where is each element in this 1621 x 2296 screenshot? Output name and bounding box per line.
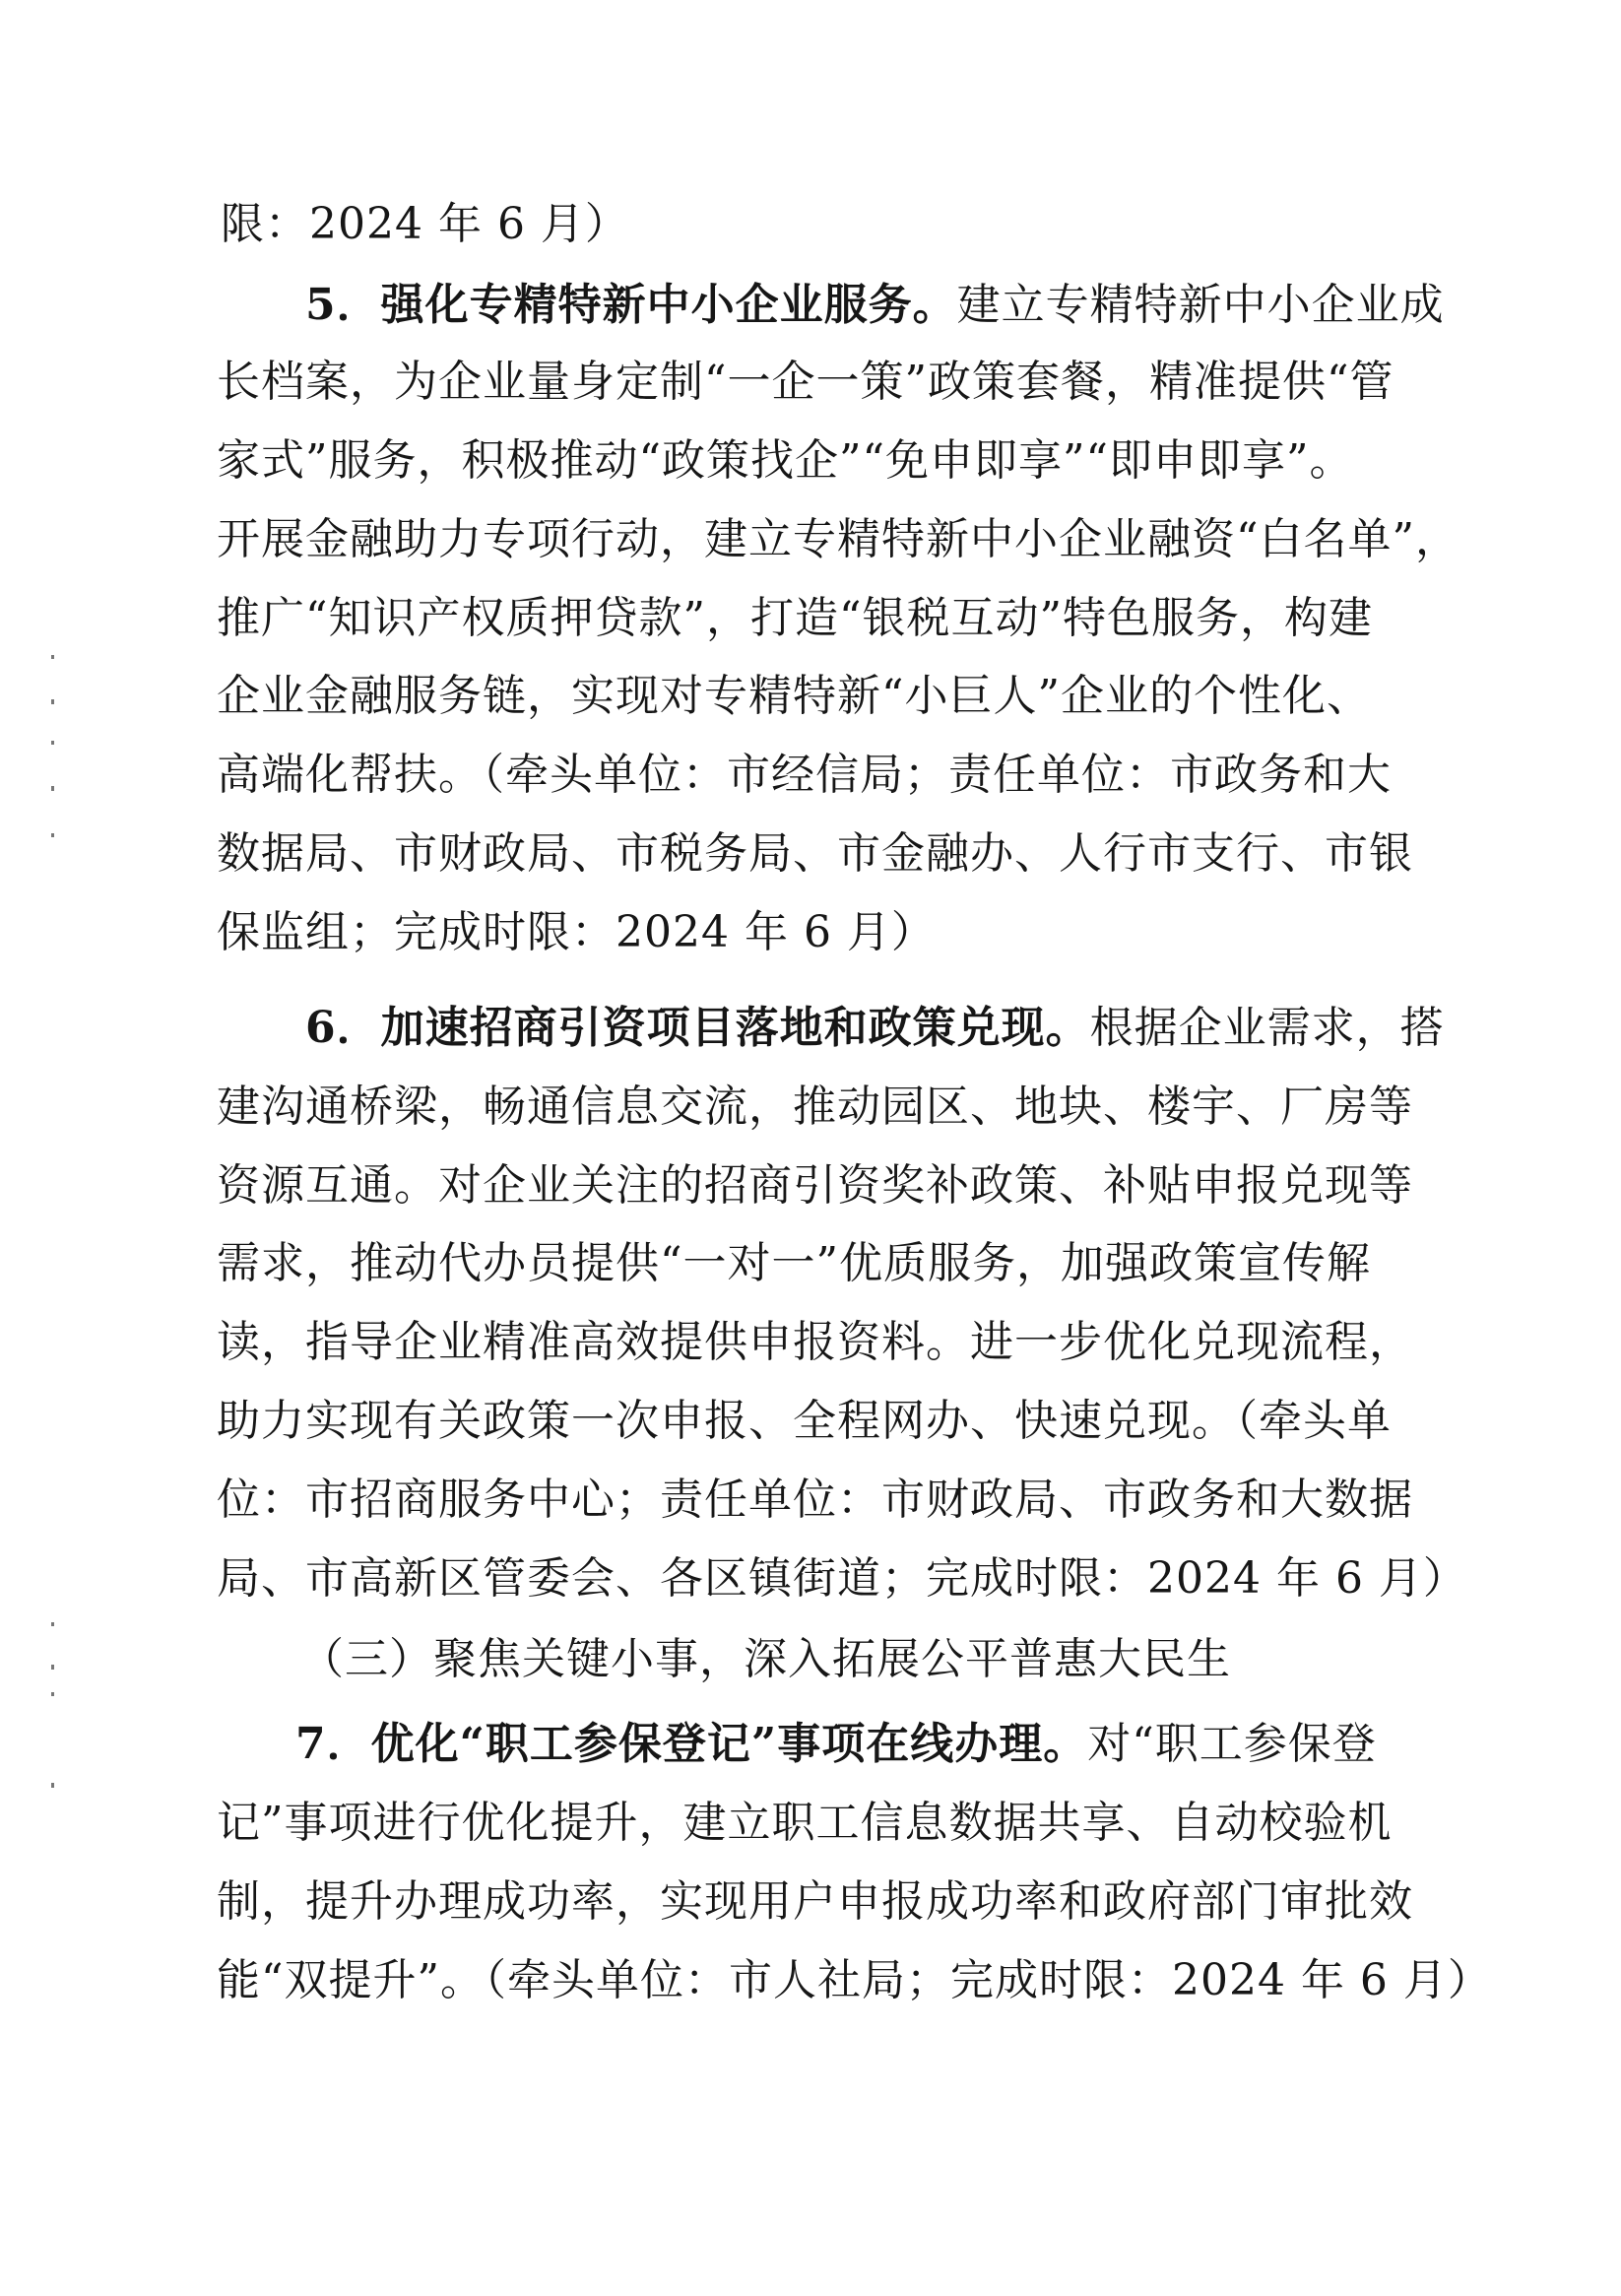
text-line: 保监组；完成时限：2024 年 6 月） [217, 907, 936, 957]
text-line: 局、市高新区管委会、各区镇街道；完成时限：2024 年 6 月） [217, 1553, 1467, 1604]
text-line: 企业金融服务链，实现对专精特新“小巨人”企业的个性化、 [217, 671, 1371, 721]
item-7-heading: 7．优化“职工参保登记”事项在线办理。 [295, 1719, 1088, 1769]
text-line: 家式”服务，积极推动“政策找企”“免申即享”“即申即享”。 [217, 435, 1354, 486]
scan-mark [51, 699, 54, 704]
text-line: 数据局、市财政局、市税务局、市金融办、人行市支行、市银 [217, 828, 1413, 879]
scan-mark [51, 1665, 54, 1670]
item-6-line: 6．加速招商引资项目落地和政策兑现。根据企业需求，搭 [305, 1003, 1445, 1053]
text-line: 助力实现有关政策一次申报、全程网办、快速兑现。（牵头单 [217, 1396, 1392, 1446]
scan-mark [51, 655, 54, 659]
scan-mark [51, 1692, 54, 1696]
text-line: 建沟通桥梁，畅通信息交流，推动园区、地块、楼宇、厂房等 [217, 1082, 1413, 1132]
scan-mark [51, 741, 54, 745]
scan-mark [51, 786, 54, 791]
text-line: 限：2024 年 6 月） [221, 199, 629, 249]
text-line: 读，指导企业精准高效提供申报资料。进一步优化兑现流程， [217, 1317, 1413, 1367]
text-line: 推广“知识产权质押贷款”，打造“银税互动”特色服务，构建 [217, 593, 1373, 643]
text-line: 需求，推动代办员提供“一对一”优质服务，加强政策宣传解 [217, 1238, 1371, 1288]
item-7-line: 7．优化“职工参保登记”事项在线办理。对“职工参保登 [295, 1719, 1377, 1769]
text-line: 制，提升办理成功率，实现用户申报成功率和政府部门审批效 [217, 1876, 1413, 1927]
section-heading: （三）聚焦关键小事，深入拓展公平普惠大民生 [300, 1634, 1231, 1684]
text-line: 资源互通。对企业关注的招商引资奖补政策、补贴申报兑现等 [217, 1160, 1413, 1211]
text-line: 位：市招商服务中心；责任单位：市财政局、市政务和大数据 [217, 1475, 1413, 1525]
text-line: 长档案，为企业量身定制“一企一策”政策套餐，精准提供“管 [217, 357, 1394, 407]
item-6-heading: 6．加速招商引资项目落地和政策兑现。 [305, 1003, 1090, 1053]
scan-mark [51, 1783, 54, 1788]
scan-mark [51, 1622, 54, 1626]
text-line: 能“双提升”。（牵头单位：市人社局；完成时限：2024 年 6 月） [217, 1955, 1492, 2005]
text-line: 开展金融助力专项行动，建立专精特新中小企业融资“白名单”， [217, 514, 1459, 564]
text-line: 高端化帮扶。（牵头单位：市经信局；责任单位：市政务和大 [217, 750, 1392, 800]
item-5-line: 5．强化专精特新中小企业服务。建立专精特新中小企业成 [305, 280, 1445, 330]
text-line: 记”事项进行优化提升，建立职工信息数据共享、自动校验机 [217, 1798, 1393, 1848]
scan-mark [51, 833, 54, 837]
item-5-heading: 5．强化专精特新中小企业服务。 [305, 280, 957, 330]
